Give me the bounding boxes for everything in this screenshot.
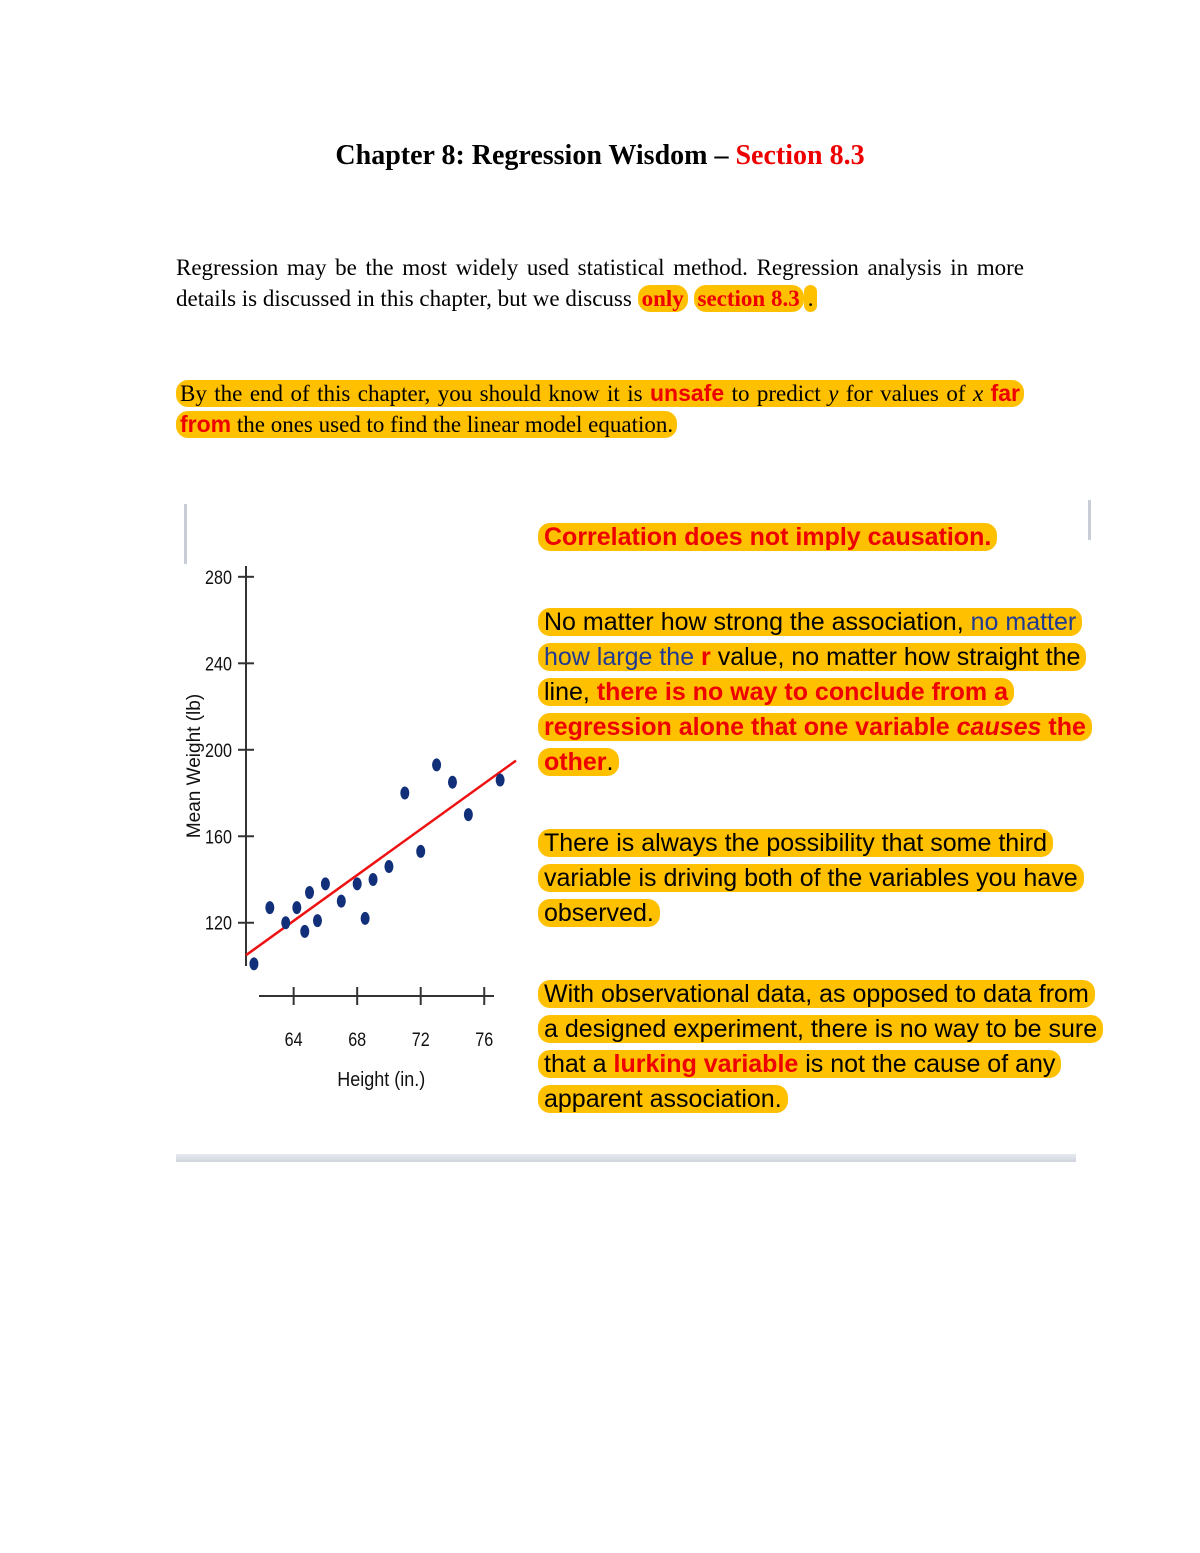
- bullet-no-matter: [538, 605, 1098, 780]
- slide-figure: [176, 496, 1098, 1166]
- x-tick-label-76: 76: [475, 1028, 494, 1051]
- bullet-2-end: .: [606, 748, 614, 776]
- title-section: Section 8.3: [735, 140, 865, 171]
- intro-highlight-section: section 8.3: [694, 285, 804, 312]
- bullet-third-variable: [538, 826, 1098, 931]
- data-point-4: [292, 901, 301, 914]
- data-point-5: [300, 925, 309, 938]
- x-axis-label: Height (in.): [337, 1069, 426, 1092]
- data-point-10: [353, 877, 362, 890]
- y-tick-label-280: 280: [205, 566, 232, 589]
- data-point-9: [337, 895, 346, 908]
- bullet-2-part-b: no matter how large the: [544, 608, 1077, 671]
- goal-part2: to predict: [724, 381, 829, 406]
- bullet-1-text: Correlation does not imply causation.: [538, 523, 997, 551]
- bullet-2-part-a: No matter how strong the association,: [544, 608, 971, 636]
- goal-part4: the ones used to find the linear model equation.: [231, 412, 674, 437]
- x-tick-label-68: 68: [348, 1028, 367, 1051]
- bullet-4-part-b: is not the cause of any apparent association.: [544, 1050, 1056, 1113]
- x-tick-label-72: 72: [411, 1028, 430, 1051]
- bullet-4-part-a: With observational data, as opposed to data from a designed experiment, there is no way to be sure that a: [544, 980, 1098, 1078]
- goal-y: y: [828, 381, 839, 406]
- bullet-2-r: r: [701, 643, 711, 671]
- data-point-11: [361, 912, 370, 925]
- y-axis-label: Mean Weight (lb): [184, 693, 205, 839]
- data-point-2: [265, 901, 274, 914]
- bullet-2-part-c: value, no matter how straight the line,: [544, 643, 1081, 706]
- goal-paragraph: [176, 378, 1024, 440]
- bullet-3-text: There is always the possibility that some third variable is driving both of the variables you have observed.: [538, 829, 1084, 927]
- data-point-1: [249, 957, 258, 970]
- y-tick-label-120: 120: [205, 912, 232, 935]
- bullet-text-column: [538, 520, 1098, 1163]
- intro-text: Regression may be the most widely used statistical method. Regression analysis in more details is discussed in this chapter, but we discuss: [176, 255, 1024, 311]
- data-point-13: [384, 860, 393, 873]
- data-point-14: [400, 787, 409, 800]
- bullet-2-part-d: there is no way to conclude from a regression alone that one variable: [544, 678, 1009, 741]
- x-axis: [259, 987, 494, 1050]
- page-title: [0, 140, 1200, 172]
- goal-part1: By the end of this chapter, you should know it is: [180, 381, 650, 406]
- scatter-chart: [176, 496, 536, 1116]
- y-tick-label-240: 240: [205, 653, 232, 675]
- data-point-6: [305, 886, 314, 899]
- intro-end: .: [804, 285, 818, 312]
- intro-highlight-only: only: [638, 285, 688, 312]
- bullet-4-lurking: lurking variable: [613, 1050, 799, 1078]
- goal-x: x: [972, 381, 984, 406]
- bullet-2-part-e: the other: [544, 713, 1086, 776]
- data-point-19: [496, 774, 505, 787]
- y-axis: [205, 566, 254, 966]
- y-tick-label-160: 160: [205, 826, 232, 848]
- data-point-15: [416, 845, 425, 858]
- y-tick-label-200: 200: [205, 739, 232, 762]
- goal-far-from: far from: [180, 380, 1021, 437]
- goal-unsafe: unsafe: [649, 380, 725, 406]
- data-point-18: [464, 808, 473, 821]
- data-point-8: [321, 877, 330, 890]
- data-point-7: [313, 914, 322, 927]
- intro-paragraph: [176, 252, 1024, 314]
- bullet-observational: [538, 977, 1098, 1117]
- data-point-17: [448, 776, 457, 789]
- goal-part3: for values of: [838, 381, 973, 406]
- data-points: [249, 758, 504, 970]
- data-point-3: [281, 916, 290, 929]
- title-main: Chapter 8: Regression Wisdom –: [335, 140, 736, 171]
- bullet-2-causes: causes: [956, 713, 1042, 741]
- bullet-correlation: [538, 520, 1098, 555]
- x-tick-label-64: 64: [284, 1028, 303, 1051]
- data-point-12: [369, 873, 378, 886]
- data-point-16: [432, 758, 441, 771]
